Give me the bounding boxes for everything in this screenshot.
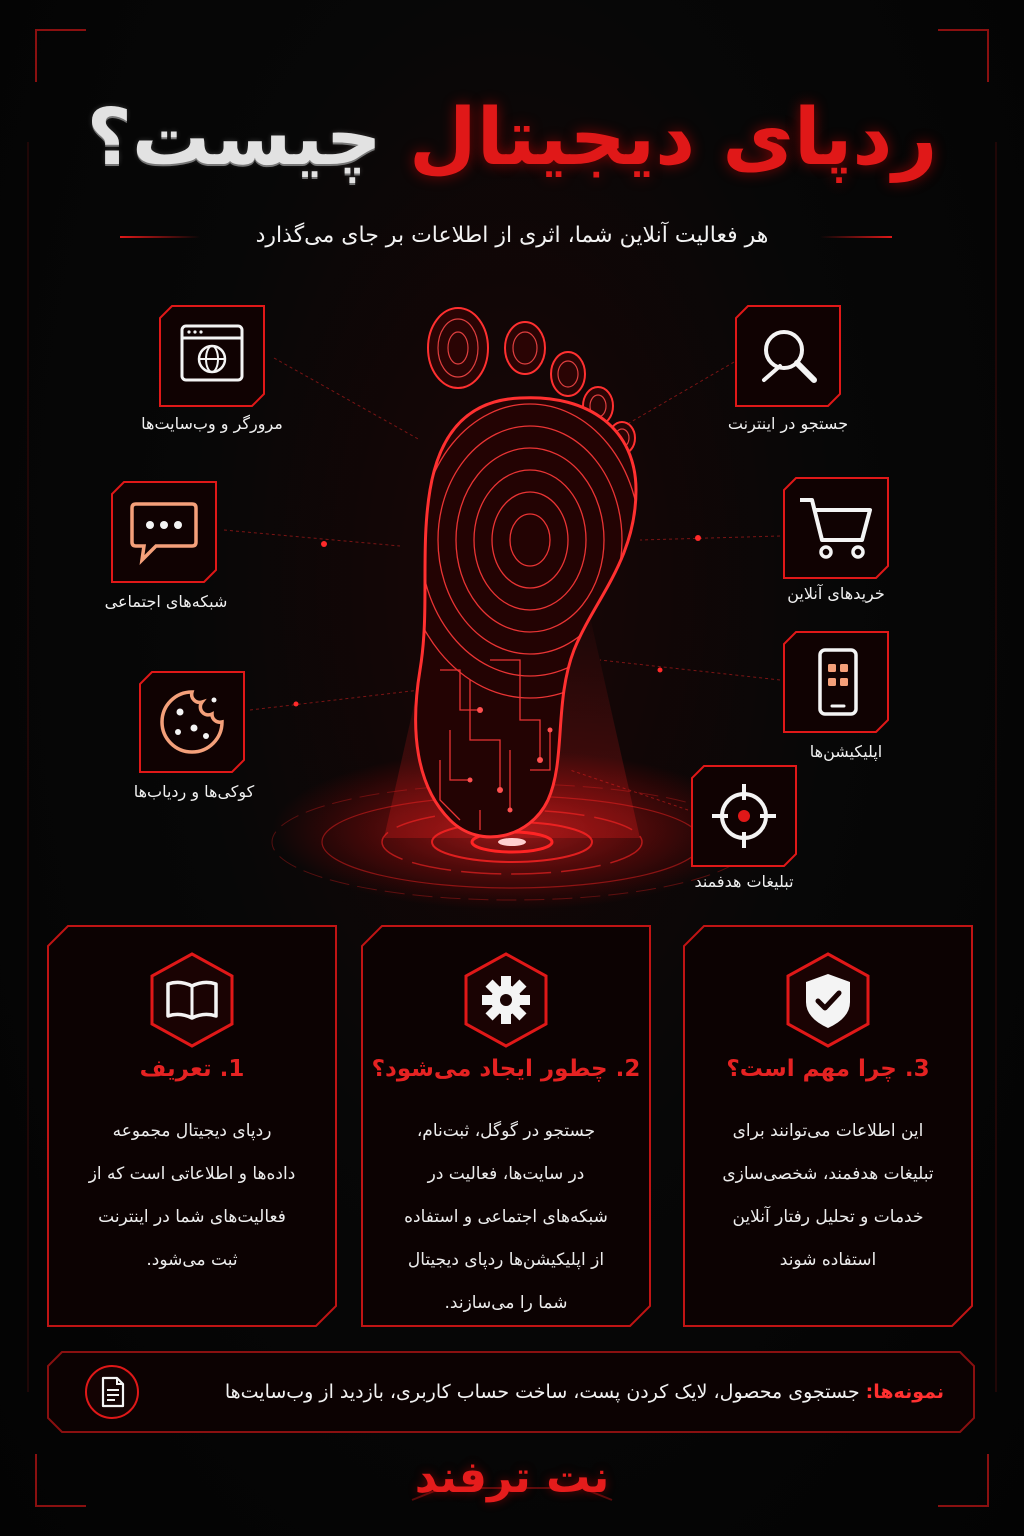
card-line: این اطلاعات می‌توانند برای [732, 1121, 924, 1141]
apps-tile [782, 630, 890, 734]
card-definition-title: 1. تعریف [139, 1056, 245, 1082]
search-tile [734, 304, 842, 408]
shopping-cart-icon [782, 476, 890, 580]
card-line: داده‌ها و اطلاعاتی است که از [88, 1164, 296, 1184]
examples-list: جستجوی محصول، لایک کردن پست، ساخت حساب کاربری، بازدید از وب‌سایت‌ها [224, 1381, 866, 1403]
gear-icon [456, 950, 556, 1050]
card-line: ردپای دیجیتال مجموعه [112, 1121, 272, 1141]
shield-check-icon [778, 950, 878, 1050]
card-line: استفاده شوند [779, 1250, 877, 1270]
magnifier-icon [734, 304, 842, 408]
card-definition [46, 924, 338, 1328]
document-icon [84, 1364, 140, 1420]
card-line: شما را می‌سازند. [444, 1293, 568, 1313]
title-gray-part: چیست؟ [86, 93, 382, 183]
apps-label: اپلیکیشن‌ها [809, 742, 883, 761]
title-red-part: ردپای دیجیتال [409, 93, 938, 183]
open-book-icon [142, 950, 242, 1050]
page-title [0, 78, 1024, 198]
card-line: جستجو در گوگل، ثبت‌نام، [416, 1121, 596, 1141]
card-line: تبلیغات هدفمند، شخصی‌سازی [722, 1164, 934, 1184]
shopping-label: خریدهای آنلاین [787, 584, 885, 603]
card-how-body [374, 1110, 638, 1325]
card-how-created [360, 924, 652, 1328]
card-how-title: 2. چطور ایجاد می‌شود؟ [371, 1056, 641, 1082]
cookie-icon [138, 670, 246, 774]
card-line: ثبت می‌شود. [146, 1250, 238, 1270]
cookies-tile [138, 670, 246, 774]
card-why-title: 3. چرا مهم است؟ [726, 1056, 930, 1082]
cookies-label: کوکی‌ها و ردیاب‌ها [133, 782, 255, 801]
brand-logo: نت ترفند [414, 1452, 610, 1503]
social-tile [110, 480, 218, 584]
card-line: در سایت‌ها، فعالیت در [427, 1164, 585, 1184]
smartphone-apps-icon [782, 630, 890, 734]
card-why-important [682, 924, 974, 1328]
subtitle-row [0, 214, 1024, 258]
browser-tile [158, 304, 266, 408]
card-line: فعالیت‌های شما در اینترنت [98, 1207, 286, 1227]
footprint-area [0, 290, 1024, 910]
examples-bar [46, 1350, 976, 1434]
browser-globe-icon [158, 304, 266, 408]
examples-text [225, 1350, 944, 1434]
target-crosshair-icon [690, 764, 798, 868]
examples-label: نمونه‌ها: [865, 1381, 944, 1403]
shopping-tile [782, 476, 890, 580]
card-line: از اپلیکیشن‌ها ردپای دیجیتال [407, 1250, 605, 1270]
ads-tile [690, 764, 798, 868]
search-label: جستجو در اینترنت [727, 414, 849, 433]
chat-bubble-icon [110, 480, 218, 584]
card-line: خدمات و تحلیل رفتار آنلاین [732, 1207, 924, 1227]
browser-label: مرورگر و وب‌سایت‌ها [141, 414, 283, 433]
card-line: شبکه‌های اجتماعی و استفاده [404, 1207, 608, 1227]
subtitle: هر فعالیت آنلاین شما، اثری از اطلاعات بر جای می‌گذارد [255, 223, 769, 248]
social-label: شبکه‌های اجتماعی [104, 592, 228, 611]
card-definition-body [60, 1110, 324, 1282]
card-why-body [696, 1110, 960, 1282]
ads-label: تبلیغات هدفمند [694, 872, 794, 891]
